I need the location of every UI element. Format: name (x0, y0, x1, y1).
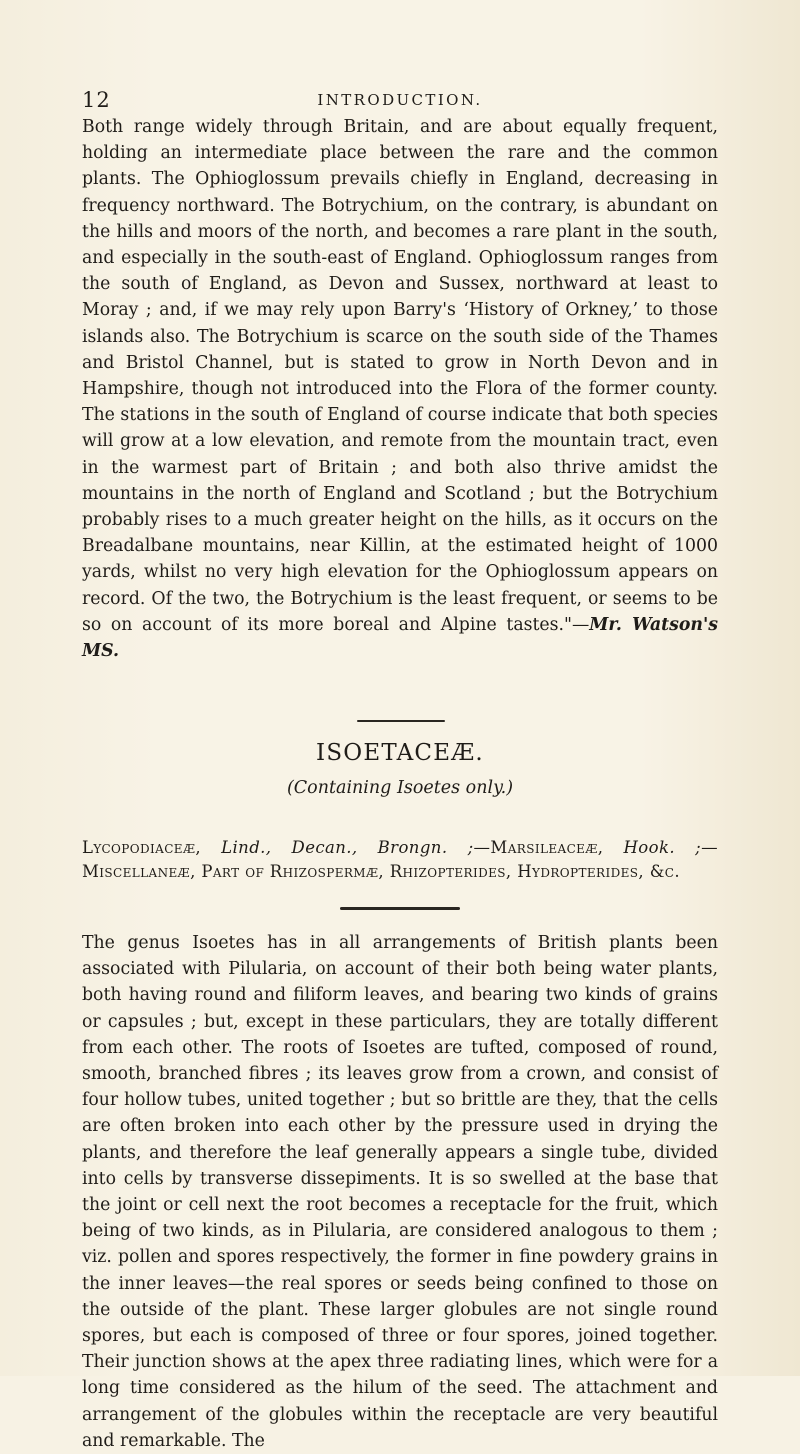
page-number: 12 (82, 88, 111, 112)
divider-rule (340, 907, 460, 910)
divider-rule (357, 720, 445, 722)
synonym-authorities: Lind., Decan., Brongn. ; (221, 838, 474, 857)
paragraph-watson-quote (82, 114, 718, 664)
synonym-authority-hook: Hook. ; (623, 838, 702, 857)
section-subtitle: (Containing Isoetes only.) (286, 778, 514, 798)
quote-source: Mr. Watson's MS. (82, 614, 719, 662)
synonym-lycopodiaceae: Lycopodiaceæ, (82, 838, 202, 857)
synonym-marsileaceae: —Marsileaceæ, (473, 838, 604, 857)
paragraph-text: Both range widely through Britain, and are about equally frequent, holding an intermediate place between the rare and the common plants. The Ophioglossum prevails chiefly in England, decreasing in frequency northward. The Botrychium, on the contrary, is abundant on the hills and moors of the north, and becomes a rare plant in the south, and especially in the south-east of England. Ophioglossum ranges from the south of England, as Devon and Sussex, northward at least to Moray ; and, if we may rely upon Barry's ‘History of Orkney,’ to those islands also. The Botrychium is scarce on the south side of the Thames and Bristol Channel, but is stated to grow in North Devon and in Hampshire, though not introduced into the Flora of the former county. The stations in the south of England of course indicate that both species will grow at a low elevation, and remote from the mountain tract, even in the warmest part of Britain ; and both also thrive amidst the mountains in the north of England and Scotland ; but the Botrychium probably rises to a much greater height on the hills, as it occurs on the Breadalbane mountains, near Killin, at the estimated height of 1000 yards, whilst no very high elevation for the Ophioglossum appears on record. Of the two, the Botrychium is the least frequent, or seems to be so on account of its more boreal and Alpine tastes."— (82, 117, 718, 635)
synonym-others: —Miscellaneæ, Part of Rhizospermæ, Rhizopterides, Hydropterides, &c. (82, 838, 718, 881)
section-title: ISOETACEÆ. (316, 740, 484, 766)
family-synonyms (82, 836, 718, 884)
page-header (82, 88, 718, 112)
running-head: INTRODUCTION. (317, 91, 483, 109)
paragraph-isoetes: The genus Isoetes has in all arrangements of British plants been associated with Pilularia, on account of their both being water plants, both having round and filiform leaves, and bearing two kinds of grains or capsules ; but, except in these particulars, they are totally different from each other. The roots of Isoetes are tufted, composed of round, smooth, branched fibres ; its leaves grow from a crown, and consist of four hollow tubes, united together ; but so brittle are they, that the cells are often broken into each other by the pressure used in drying the plants, and therefore the leaf generally appears a single tube, divided into cells by transverse dissepiments. It is so swelled at the base that the joint or cell next the root becomes a receptacle for the fruit, which being of two kinds, as in Pilularia, are considered analogous to them ; viz. pollen and spores respectively, the former in fine powdery grains in the inner leaves—the real spores or seeds being confined to those on the outside of the plant. These larger globules are not single round spores, but each is composed of three or four spores, joined together. Their junction shows at the apex three radiating lines, which were for a long time considered as the hilum of the seed. The attachment and arrangement of the globules within the receptacle are very beautiful and remarkable. The (82, 933, 718, 1451)
